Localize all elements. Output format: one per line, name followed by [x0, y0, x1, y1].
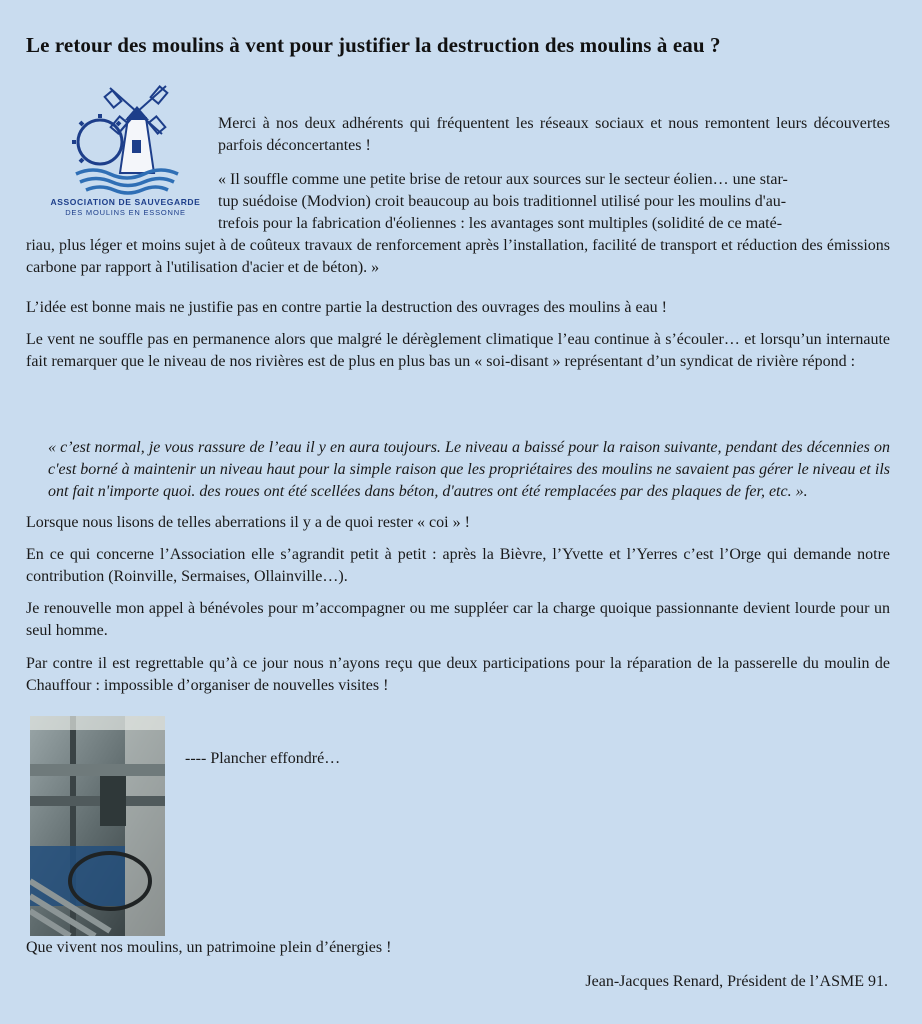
paragraph-wind: Le vent ne souffle pas en permanence alors que malgré le dérèglement climatique l’eau continue à s’écouler… et lorsqu’un internaute fait remarquer que le niveau de nos rivières est de plus en plus bas un « soi-disant » représentant d’un syndicat de rivière répond : [26, 331, 890, 370]
paragraph-idea: L’idée est bonne mais ne justifie pas en contre partie la destruction des ouvrages des moulins à eau ! [26, 299, 667, 316]
paragraph-quote-line3: trefois pour la fabrication d'éoliennes : les avantages sont multiples (solidité de ce maté- [218, 215, 783, 232]
paragraph-quote-line1: « Il souffle comme une petite brise de retour aux sources sur le secteur éolien… une star- [218, 171, 788, 188]
quote-block: « c’est normal, je vous rassure de l’eau il y en aura toujours. Le niveau a baissé pour la raison suivante, pendant des décennies on c'est borné à maintenir un niveau haut pour la simple raison que les propriétaires des moulins ne savaient pas gérer le niveau et ils ont fait n'importe quoi. des roues ont été scellées dans béton, d'autres ont été remplacées par des plaques de fer, etc. ». [48, 439, 890, 500]
signature: Jean-Jacques Renard, Président de l’ASME 91. [585, 973, 888, 990]
closing-line: Que vivent nos moulins, un patrimoine plein d’énergies ! [26, 939, 392, 956]
paragraph-quote-line2: tup suédoise (Modvion) croit beaucoup au bois traditionnel utilisé pour les moulins d'au- [218, 193, 787, 210]
logo-caption-line2: DES MOULINS EN ESSONNE [65, 208, 186, 217]
paragraph-volunteers: Je renouvelle mon appel à bénévoles pour m’accompagner ou me suppléer car la charge quoique passionnante devient lourde pour un seul homme. [26, 600, 890, 639]
paragraph-footbridge: Par contre il est regrettable qu’à ce jour nous n’ayons reçu que deux participations pour la réparation de la passerelle du moulin de Chauffour : impossible d’organiser de nouvelles visites ! [26, 655, 890, 694]
logo-caption-line1: ASSOCIATION DE SAUVEGARDE [50, 197, 201, 207]
article-title: Le retour des moulins à vent pour justifier la destruction des moulins à eau ? [26, 33, 721, 57]
photo-caption: ---- Plancher effondré… [185, 750, 341, 767]
collapsed-floor-photo [30, 716, 165, 936]
paragraph-aberrations: Lorsque nous lisons de telles aberrations il y a de quoi rester « coi » ! [26, 514, 470, 531]
paragraph-intro: Merci à nos deux adhérents qui fréquentent les réseaux sociaux et nous remontent leurs découvertes parfois déconcertantes ! [218, 115, 890, 154]
paragraph-quote-rest: riau, plus léger et moins sujet à de coûteux travaux de renforcement après l’installation, facilité de transport et réduction des émissions carbone par rapport à l'utilisation d'acier et de béton). » [26, 237, 890, 276]
paragraph-association: En ce qui concerne l’Association elle s’agrandit petit à petit : après la Bièvre, l’Yvette et l’Yerres c’est l’Orge qui demande notre contribution (Roinville, Sermaises, Ollainville…). [26, 546, 890, 585]
